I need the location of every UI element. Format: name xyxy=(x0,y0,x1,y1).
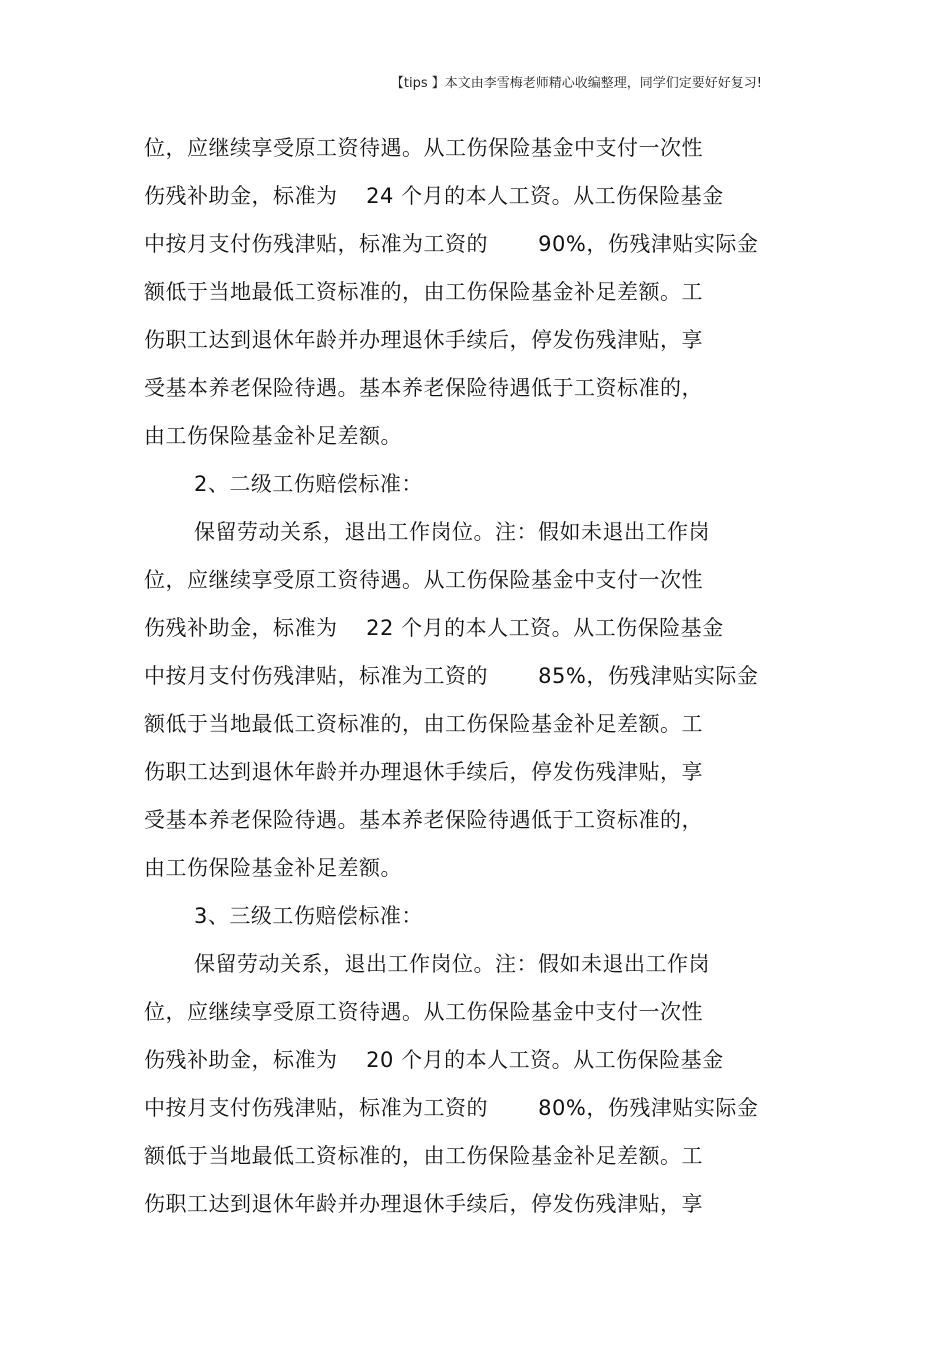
page-header-note: 【tips 】本文由李雪梅老师精心收编整理，同学们定要好好复习! xyxy=(390,76,762,91)
text-line: 保留劳动关系，退出工作岗位。注：假如未退出工作岗 xyxy=(194,952,710,976)
text-line: 3、三级工伤赔偿标准： xyxy=(194,904,423,928)
text-line: 额低于当地最低工资标准的，由工伤保险基金补足差额。工 xyxy=(144,1144,703,1168)
text-line: 伤职工达到退休年龄并办理退休手续后，停发伤残津贴，享 xyxy=(144,1192,703,1216)
text-line: 中按月支付伤残津贴，标准为工资的 80%，伤残津贴实际金 xyxy=(144,1096,759,1120)
text-line: 伤残补助金，标准为 22 个月的本人工资。从工伤保险基金 xyxy=(144,616,724,640)
text-line: 中按月支付伤残津贴，标准为工资的 90%，伤残津贴实际金 xyxy=(144,232,759,256)
text-line: 由工伤保险基金补足差额。 xyxy=(144,424,402,448)
text-line: 伤残补助金，标准为 24 个月的本人工资。从工伤保险基金 xyxy=(144,184,724,208)
text-line: 额低于当地最低工资标准的，由工伤保险基金补足差额。工 xyxy=(144,280,703,304)
text-line: 位，应继续享受原工资待遇。从工伤保险基金中支付一次性 xyxy=(144,568,703,592)
text-line: 伤残补助金，标准为 20 个月的本人工资。从工伤保险基金 xyxy=(144,1048,724,1072)
text-line: 受基本养老保险待遇。基本养老保险待遇低于工资标准的， xyxy=(144,376,703,400)
text-line: 2、二级工伤赔偿标准： xyxy=(194,472,423,496)
text-line: 位，应继续享受原工资待遇。从工伤保险基金中支付一次性 xyxy=(144,136,703,160)
document-body xyxy=(144,124,824,1228)
text-line: 由工伤保险基金补足差额。 xyxy=(144,856,402,880)
text-line: 伤职工达到退休年龄并办理退休手续后，停发伤残津贴，享 xyxy=(144,760,703,784)
text-line: 额低于当地最低工资标准的，由工伤保险基金补足差额。工 xyxy=(144,712,703,736)
text-line: 位，应继续享受原工资待遇。从工伤保险基金中支付一次性 xyxy=(144,1000,703,1024)
text-line: 受基本养老保险待遇。基本养老保险待遇低于工资标准的， xyxy=(144,808,703,832)
text-line: 中按月支付伤残津贴，标准为工资的 85%，伤残津贴实际金 xyxy=(144,664,759,688)
text-line: 保留劳动关系，退出工作岗位。注：假如未退出工作岗 xyxy=(194,520,710,544)
text-line: 伤职工达到退休年龄并办理退休手续后，停发伤残津贴，享 xyxy=(144,328,703,352)
